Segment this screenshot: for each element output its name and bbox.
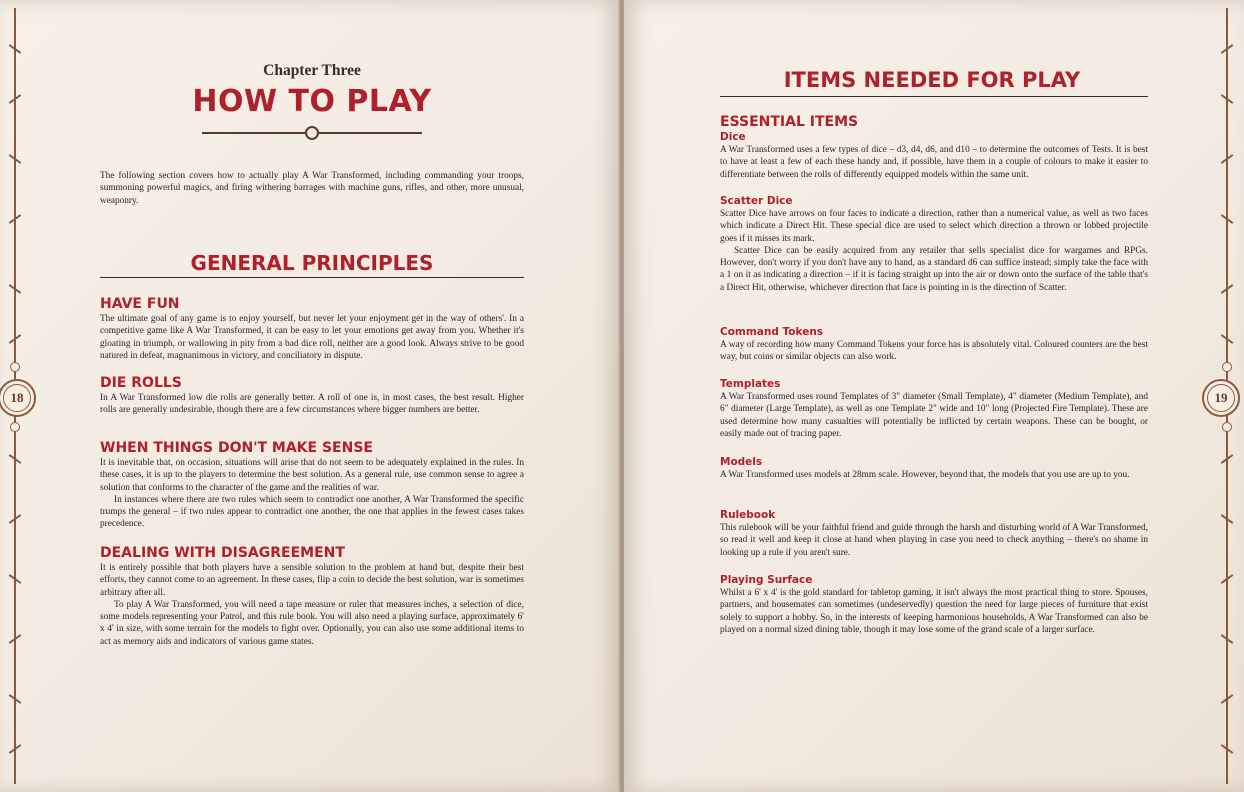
templates-block: [720, 378, 1148, 440]
rulebook-block: [720, 509, 1148, 559]
tokens-text: A way of recording how many Command Tokens your force has is absolutely vital. Coloured counters are the best way, but coins or similar objects can also work.: [720, 340, 1148, 363]
sense-text-2: In instances where there are two rules which seem to contradict one another, A War Transformed the specific trumps the general – if two rules appear to contradict one another, the one that applies in the fewest cases takes precedence.: [100, 494, 524, 530]
right-page: [624, 0, 1244, 792]
disagreement-heading: DEALING WITH DISAGREEMENT: [100, 545, 345, 561]
scatter-text-2: Scatter Dice can be easily acquired from any retailer that sells specialist dice for wargames and RPGs. However, don't worry if you don't have any to hand, as a standard d6 can suffice instead; simply take the face with a 1 on it as indicating a direction – if it is facing straight up into the air or down onto the surface of the table that's a Direct Hit, otherwise, whichever direction that face is pointing in is the direction of Scatter.: [720, 245, 1148, 293]
ornament-knob: [1222, 362, 1232, 372]
models-heading: Models: [720, 456, 763, 468]
essential-items-block: [720, 114, 1148, 181]
scatter-heading: Scatter Dice: [720, 195, 793, 207]
title-divider: [202, 125, 422, 141]
sense-block: [100, 440, 524, 531]
page-number-left: 18: [0, 379, 36, 417]
surface-block: [720, 574, 1148, 636]
section-heading: GENERAL PRINCIPLES: [190, 251, 434, 275]
intro-block: [100, 170, 524, 207]
die-rolls-block: [100, 375, 524, 417]
rulebook-text: This rulebook will be your faithful friend and guide through the harsh and disturbing world of A War Transformed, so read it well and keep it close at hand when playing in case you need to check anything – there's no shame in looking up a rule if you aren't sure.: [720, 523, 1148, 558]
sense-heading: WHEN THINGS DON'T MAKE SENSE: [100, 440, 373, 456]
right-page-title: ITEMS NEEDED FOR PLAY: [783, 68, 1081, 92]
dice-text: A War Transformed uses a few types of dice – d3, d4, d6, and d10 – to determine the outcomes of Tests. It is best to have at least a few of each these handy and, if possible, have them in a couple of colours to make it easier to differentiate between the rolls of differently equipped models within the same unit.: [720, 145, 1148, 180]
models-text: A War Transformed uses models at 28mm scale. However, beyond that, the models that you use are up to you.: [720, 470, 1130, 480]
ornament-knob: [10, 362, 20, 372]
tokens-block: [720, 326, 1148, 364]
tokens-heading: Command Tokens: [720, 326, 824, 338]
rulebook-heading: Rulebook: [720, 509, 776, 521]
die-rolls-text: In A War Transformed low die rolls are generally better. A roll of one is, in most cases, the best result. Higher rolls are generally undesirable, though there are a few circumstances where bigger numbers are better.: [100, 393, 524, 416]
sense-text-1: It is inevitable that, on occasion, situations will arise that do not seem to be adequately explained in the rules. In these cases, it is up to the players to determine the best solution. As a general rule, use common sense to agree a solution that conforms to the character of the game and the realities of war.: [100, 458, 524, 493]
disagreement-text-2: To play A War Transformed, you will need a tape measure or ruler that measures inches, a selection of dice, some models representing your Patrol, and this rule book. You will also need a playing surface, approximately 6' x 4' in size, with some terrain for the models to fight over. Optionally, you can also use some additional items to act as memory aids and indicators of various game states.: [100, 599, 524, 647]
have-fun-text: The ultimate goal of any game is to enjoy yourself, but never let your enjoyment get in the way of others'. In a competitive game like A War Transformed, it can be easy to let your emotions get away from you. Whether it's gloating in triumph, or wallowing in pity from a bad dice roll, neither are a good look. Always strive to be good natured in defeat, magnanimous in victory, and conciliatory in dispute.: [100, 314, 524, 361]
intro-text: The following section covers how to actually play A War Transformed, including commanding your troops, summoning powerful magics, and firing withering barrages with machine guns, rifles, and other, more unusual, weaponry.: [100, 171, 524, 206]
models-block: [720, 456, 1148, 481]
ornament-knob: [10, 422, 20, 432]
section-rule: [100, 277, 524, 278]
chapter-label: Chapter Three: [263, 62, 361, 79]
templates-text: A War Transformed uses round Templates of 3" diameter (Small Template), 4" diameter (Medium Template), and 6" diameter (Large Template), as well as one Template 2" wide and 10" long (Projected Fire Template). These are used determine how many casualties will potentially be inflicted by certain weapons. These can be bought, or easily made out of tracing paper.: [720, 392, 1148, 439]
disagreement-text-1: It is entirely possible that both players have a sensible solution to the problem at hand but, despite their best efforts, they cannot come to an agreement. In these cases, flip a coin to decide the best solution, war is sometimes arbitrary after all.: [100, 563, 524, 598]
chapter-title: HOW TO PLAY: [192, 84, 432, 119]
surface-text: Whilst a 6' x 4' is the gold standard for tabletop gaming, it isn't always the most practical thing to store. Spouses, partners, and housemates can sometimes (undeservedly) question the need for large pieces of furniture that exist solely to support a hobby. So, in the interests of keeping harmonious households, A War Transformed can also be played on a normal sized dining table, though it may lose some of the grand scale of a larger surface.: [720, 588, 1148, 635]
have-fun-block: [100, 296, 524, 362]
die-rolls-heading: DIE ROLLS: [100, 375, 182, 391]
surface-heading: Playing Surface: [720, 574, 813, 586]
scatter-text-1: Scatter Dice have arrows on four faces to indicate a direction, rather than a numerical value, as well as two faces which indicate a Direct Hit. These special dice are used to select which direction a thrown or lobbed projectile goes if it misses its mark.: [720, 209, 1148, 244]
page-number-right: 19: [1202, 379, 1240, 417]
templates-heading: Templates: [720, 378, 781, 390]
have-fun-heading: HAVE FUN: [100, 296, 180, 312]
ornament-knob: [1222, 422, 1232, 432]
left-page: [0, 0, 620, 792]
disagreement-block: [100, 545, 524, 648]
essential-items-heading: ESSENTIAL ITEMS: [720, 114, 859, 130]
right-title-rule: [720, 96, 1148, 97]
dice-heading: Dice: [720, 131, 746, 143]
scatter-block: [720, 195, 1148, 294]
